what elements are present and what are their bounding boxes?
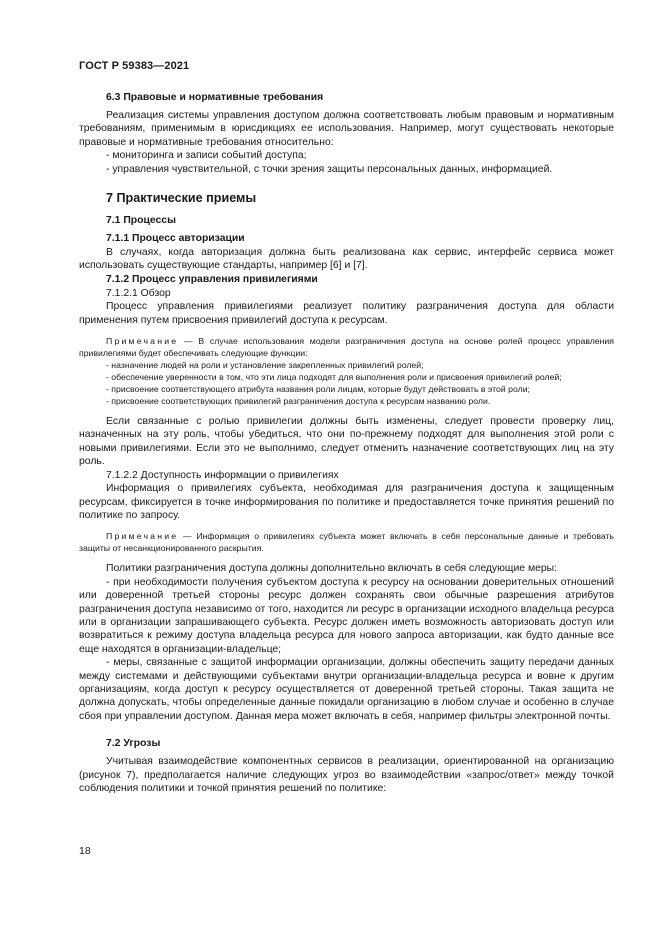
paragraph: Если связанные с ролью привилегии должны быть изменены, следует провести проверку лиц, назначенных на эту роль, чтобы убедиться, что они по-прежнему подходят для выполнения этой роли с новыми привилегиями. Если это не выполнимо, следует отменить назначение соответствующих лиц на эту роль. xyxy=(79,416,614,468)
section-7-2-heading: 7.2 Угрозы xyxy=(106,738,161,750)
note-list-item: - обеспечение уверенности в том, что эти лица подходят для выполнения роли и присвоения привилегий ролей; xyxy=(106,372,562,383)
note-list-item: - присвоение соответствующего атрибута названия роли лицам, которые будут действовать в этой роли; xyxy=(106,384,530,395)
paragraph: Информация о привилегиях субъекта, необходимая для разграничения доступа к защищенным ресурсам, фиксируется в точке информирования по политике и предоставляется точке принятия решений по политике по запросу. xyxy=(79,483,614,521)
note-list-item: - назначение людей на роли и установление закрепленных привилегий ролей; xyxy=(106,360,424,371)
section-7-1-2-1-heading: 7.1.2.1 Обзор xyxy=(106,287,171,299)
note-text: — В случае использования модели разграничения доступа на основе ролей процесс управления привилегиями будет обеспечивать следующие функции: xyxy=(79,336,614,359)
section-6-3-heading: 6.3 Правовые и нормативные требования xyxy=(106,92,324,103)
section-7-heading: 7 Практические приемы xyxy=(106,191,257,206)
section-7-1-2-heading: 7.1.2 Процесс управления привилегиями xyxy=(106,273,318,285)
paragraph: Учитывая взаимодействие компонентных сервисов в реализации, ориентированной на организацию (рисунок 7), предполагается наличие следующих угроз во взаимодействии «запрос/ответ» между точкой соблюдения политики и точкой принятия решений по политике: xyxy=(79,756,614,794)
note xyxy=(79,530,614,554)
paragraph: Политики разграничения доступа должны дополнительно включать в себя следующие меры: xyxy=(106,563,557,575)
paragraph: Процесс управления привилегиями реализует политику разграничения доступа для области применения путем присвоения привилегий доступа к ресурсам. xyxy=(79,301,614,326)
note-label: Примечание xyxy=(106,531,179,542)
section-7-1-heading: 7.1 Процессы xyxy=(106,215,176,227)
list-item: - при необходимости получения субъектом доступа к ресурсу на основании доверительных отношений или доверенной третьей стороны ресурс должен сохранять свои обычные разрешения атрибутов разграничения доступа независимо от того, находится ли ресурс в организации исходного владельца ресурса или в организации запрашивающего субъекта. Ресурс должен иметь возможность авторизовать доступ или возвратиться к режиму доступа владельца ресурса для нового запроса авторизации, как будто данные все еще находятся в организации-владельце; xyxy=(79,576,614,655)
section-7-1-2-2-heading: 7.1.2.2 Доступность информации о привилегиях xyxy=(106,469,339,481)
list-item: - мониторинга и записи событий доступа; xyxy=(106,150,307,162)
section-7-1-1-heading: 7.1.1 Процесс авторизации xyxy=(106,233,245,245)
paragraph: В случаях, когда авторизация должна быть реализована как сервис, интерфейс сервиса может использовать существующие стандарты, например [6] и [7]. xyxy=(79,247,614,272)
note-text: — Информация о привилегиях субъекта может включать в себя персональные данные и требовать защиты от несанкционированного раскрытия. xyxy=(79,531,614,554)
list-item: - меры, связанные с защитой информации организации, должны обеспечить защиту передачи данных между системами и действующими субъектами внутри организации-владельца ресурса и вовне к другим организациям, когда доступ к ресурсу осуществляется от доверенной третьей стороны. Такая защита не должна допускать, чтобы определенные данные покидали организацию в любом случае и особенно в случае сбоя при управлении доступом. Данная мера может включать в себя, например фильтры электронной почты. xyxy=(79,657,614,722)
list-item: - управления чувствительной, с точки зрения защиты персональных данных, информацией. xyxy=(106,163,553,175)
note-label: Примечание xyxy=(106,336,179,347)
note-list-item: - присвоение соответствующих привилегий разграничения доступа к ресурсам названию роли. xyxy=(106,396,491,407)
note xyxy=(79,335,614,359)
paragraph: Реализация системы управления доступом должна соответствовать любым правовым и нормативным требованиям, применимым в юрисдикциях ее использования. Например, могут существовать некоторые правовые и нормативные требования относительно: xyxy=(79,110,614,148)
document-body xyxy=(79,91,614,795)
page-number: 18 xyxy=(79,845,91,857)
document-header: ГОСТ Р 59383—2021 xyxy=(79,60,190,72)
